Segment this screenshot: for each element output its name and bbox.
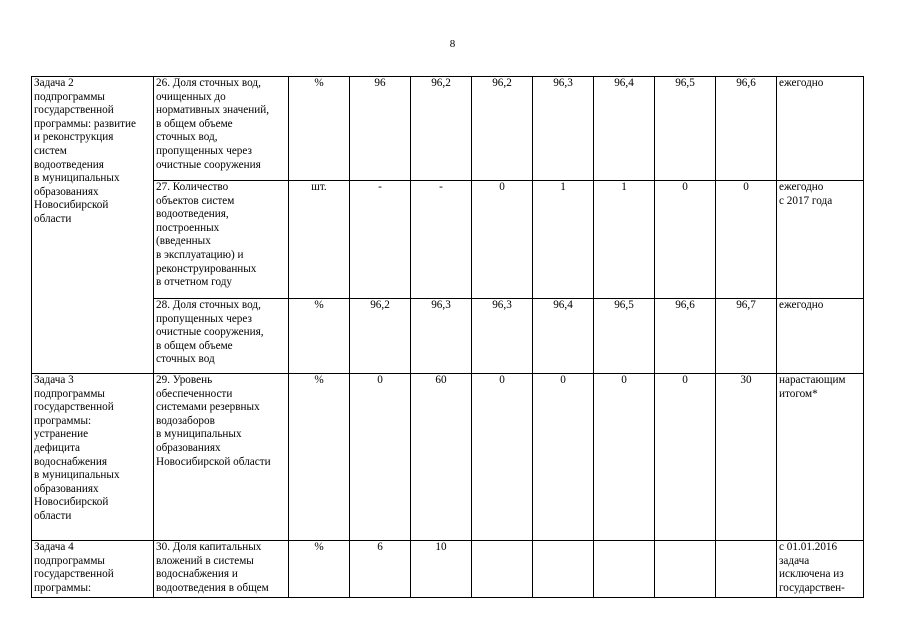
value-cell: 0 [716, 181, 777, 299]
value-cell: 1 [533, 181, 594, 299]
unit-cell: % [289, 77, 350, 181]
value-cell: - [350, 181, 411, 299]
value-cell: 0 [655, 374, 716, 541]
indicators-table [31, 76, 864, 598]
value-cell: 96,3 [472, 299, 533, 374]
page-number: 8 [449, 38, 456, 50]
value-cell: 96,5 [655, 77, 716, 181]
value-cell: 96,2 [472, 77, 533, 181]
value-cell: 96,3 [411, 299, 472, 374]
table-row [32, 299, 864, 374]
note-cell: нарастающим итогом* [777, 374, 864, 541]
unit-cell: % [289, 541, 350, 598]
value-cell: 96,6 [655, 299, 716, 374]
indicator-cell: 26. Доля сточных вод, очищенных до нормативных значений, в общем объеме сточных вод, пропущенных через очистные сооружения [154, 77, 289, 181]
value-cell: 96,7 [716, 299, 777, 374]
value-cell: 10 [411, 541, 472, 598]
value-cell: 96,5 [594, 299, 655, 374]
note-cell: ежегодно [777, 77, 864, 181]
value-cell [472, 541, 533, 598]
indicator-cell: 27. Количество объектов систем водоотведения, построенных (введенных в эксплуатацию) и реконструированных в отчетном году [154, 181, 289, 299]
unit-cell: % [289, 299, 350, 374]
value-cell: 30 [716, 374, 777, 541]
value-cell: 96,2 [411, 77, 472, 181]
value-cell: 96,4 [533, 299, 594, 374]
value-cell: 0 [472, 181, 533, 299]
value-cell: 96,4 [594, 77, 655, 181]
task-cell: Задача 3 подпрограммы государственной программы: устранение дефицита водоснабжения в муниципальных образованиях Новосибирской области [32, 374, 154, 541]
value-cell: 6 [350, 541, 411, 598]
task-cell: Задача 2 подпрограммы государственной программы: развитие и реконструкция систем водоотведения в муниципальных образованиях Новосибирской области [32, 77, 154, 374]
table-row [32, 541, 864, 598]
value-cell: 0 [472, 374, 533, 541]
value-cell: 0 [350, 374, 411, 541]
value-cell: 96,2 [350, 299, 411, 374]
value-cell: 0 [655, 181, 716, 299]
value-cell [655, 541, 716, 598]
note-cell: с 01.01.2016 задача исключена из государствен- [777, 541, 864, 598]
value-cell [533, 541, 594, 598]
value-cell: - [411, 181, 472, 299]
value-cell: 0 [533, 374, 594, 541]
indicator-cell: 28. Доля сточных вод, пропущенных через очистные сооружения, в общем объеме сточных вод [154, 299, 289, 374]
unit-cell: шт. [289, 181, 350, 299]
value-cell: 0 [594, 374, 655, 541]
value-cell: 96,3 [533, 77, 594, 181]
note-cell: ежегодно с 2017 года [777, 181, 864, 299]
task-cell: Задача 4 подпрограммы государственной программы: [32, 541, 154, 598]
note-cell: ежегодно [777, 299, 864, 374]
unit-cell: % [289, 374, 350, 541]
value-cell [594, 541, 655, 598]
value-cell: 60 [411, 374, 472, 541]
table-row [32, 181, 864, 299]
value-cell: 96 [350, 77, 411, 181]
table-row [32, 77, 864, 181]
value-cell: 1 [594, 181, 655, 299]
table-row [32, 374, 864, 541]
indicator-cell: 29. Уровень обеспеченности системами резервных водозаборов в муниципальных образованиях Новосибирской области [154, 374, 289, 541]
value-cell [716, 541, 777, 598]
value-cell: 96,6 [716, 77, 777, 181]
indicator-cell: 30. Доля капитальных вложений в системы водоснабжения и водоотведения в общем [154, 541, 289, 598]
